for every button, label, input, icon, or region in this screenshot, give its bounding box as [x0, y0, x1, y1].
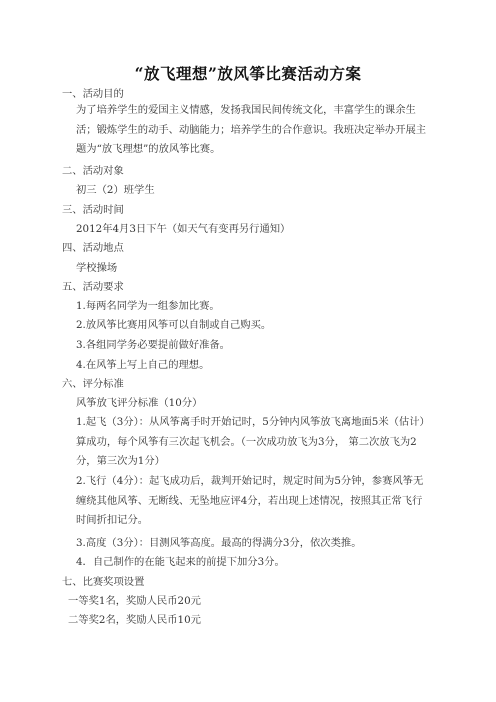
- scoring-item: 1.起飞（3分）：从风筝离手时开始记时，5分钟内风筝放飞离地面5米（估计）算成功，每个风筝有三次起飞机会。（一次成功放飞为3分， 第二次放飞为2分，第三次为1分）: [76, 416, 430, 467]
- section-time-text: 2012年4月3日下午（如天气有变再另行通知）: [76, 223, 291, 235]
- section-requirements-heading: 五、活动要求: [62, 281, 124, 293]
- requirement-item: 4.在风筝上写上自己的理想。: [76, 359, 210, 371]
- scoring-item: 2.飞行（4分）：起飞成功后，裁判开始记时，规定时间为5分钟，参赛风筝无缠绕其他风筝、无断线、无坠地应评4分，若出现上述情况，按照其正常飞行时间折扣记分。: [76, 475, 424, 526]
- section-time-heading: 三、活动时间: [62, 204, 124, 216]
- requirement-item: 1.每两名同学为一组参加比赛。: [76, 300, 220, 312]
- section-scoring-heading: 六、评分标准: [62, 378, 124, 390]
- prize-item: 二等奖2名，奖励人民币10元: [68, 614, 201, 626]
- requirement-item: 2.放风筝比赛用风筝可以自制或自己购买。: [76, 319, 272, 331]
- section-purpose-heading: 一、活动目的: [62, 88, 124, 100]
- requirement-item: 3.各组同学务必要提前做好准备。: [76, 339, 230, 351]
- prize-item: 一等奖1名，奖励人民币20元: [68, 595, 201, 607]
- scoring-subheading: 风筝放飞评分标准（10分）: [76, 397, 203, 409]
- scoring-item: 3.高度（3分）：目测风筝高度。最高的得满分3分，依次类推。: [76, 537, 362, 549]
- document-title: “放飞理想”放风筝比赛活动方案: [134, 64, 362, 83]
- section-target-text: 初三（2）班学生: [76, 184, 155, 196]
- section-place-text: 学校操场: [76, 262, 118, 274]
- section-target-heading: 二、活动对象: [62, 165, 124, 177]
- section-place-heading: 四、活动地点: [62, 242, 124, 254]
- section-prizes-heading: 七、比赛奖项设置: [62, 576, 145, 588]
- section-purpose-text: 为了培养学生的爱国主义情感，发扬我国民间传统文化，丰富学生的课余生活；锻炼学生的动手、动脑能力；培养学生的合作意识。我班决定举办开展主题为“放飞理想”的放风筝比赛。: [76, 104, 427, 155]
- scoring-item: 4．自己制作的在能飞起来的前提下加分3分。: [76, 556, 285, 568]
